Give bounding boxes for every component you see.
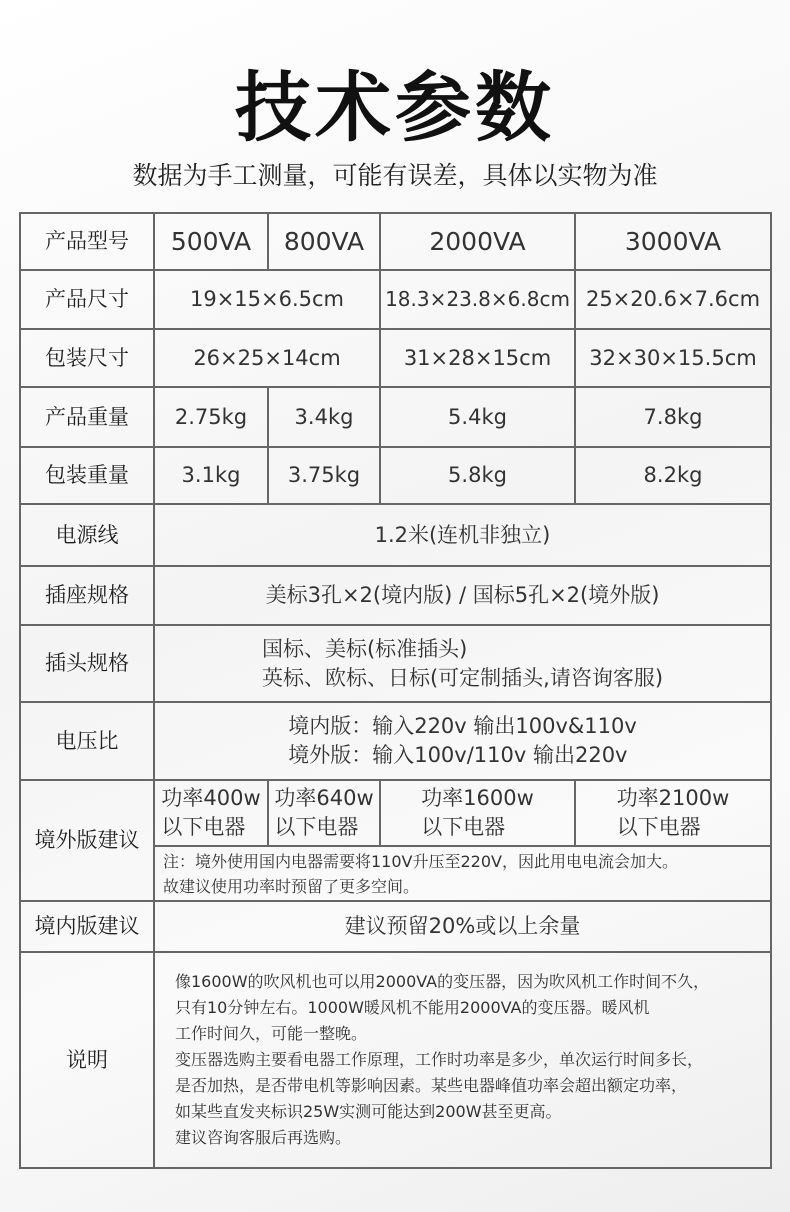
- overseas-line: 以下电器: [161, 815, 246, 839]
- table-row: [20, 504, 771, 566]
- socket-cell: 美标3孔×2(境内版) / 国标5孔×2(境外版): [154, 566, 771, 625]
- package-size-cell: 26×25×14cm: [154, 329, 380, 387]
- note-line: 故建议使用功率时预留了更多空间。: [163, 876, 420, 896]
- description-line: 变压器选购主要看电器工作原理，工作时功率是多少，单次运行时间多长，: [175, 1050, 704, 1069]
- description-line: 只有10分钟左右。1000W暖风机不能用2000VA的变压器。暖风机: [175, 998, 650, 1017]
- row-label-model: 产品型号: [20, 213, 154, 270]
- description-line: 如某些直发夹标识25W实测可能达到200W甚至更高。: [175, 1102, 562, 1121]
- description-line: 像1600W的吹风机也可以用2000VA的变压器，因为吹风机工作时间不久，: [175, 972, 710, 991]
- row-label-package-size: 包装尺寸: [20, 329, 154, 387]
- overseas-line: 功率1600w: [421, 786, 534, 810]
- table-row: [20, 213, 771, 270]
- description-line: 工作时间久，可能一整晚。: [175, 1024, 368, 1043]
- voltage-line: 境内版：输入220v 输出100v&110v: [288, 714, 637, 738]
- overseas-cell: [268, 780, 380, 846]
- overseas-cell: [380, 780, 575, 846]
- model-cell: 500VA: [154, 213, 268, 270]
- package-size-cell: 32×30×15.5cm: [575, 329, 771, 387]
- overseas-line: 功率640w: [274, 786, 374, 810]
- page-title: 技术参数: [235, 63, 555, 152]
- overseas-line: 功率400w: [161, 786, 261, 810]
- product-weight-cell: 5.4kg: [380, 387, 575, 447]
- table-row: [20, 952, 771, 1168]
- plug-cell: [154, 625, 771, 702]
- product-size-cell: 18.3×23.8×6.8cm: [380, 270, 575, 329]
- table-row: [20, 901, 771, 952]
- description-line: 是否加热，是否带电机等影响因素。某些电器峰值功率会超出额定功率，: [175, 1076, 688, 1095]
- table-row: [20, 780, 771, 846]
- domestic-cell: 建议预留20%或以上余量: [154, 901, 771, 952]
- product-weight-cell: 3.4kg: [268, 387, 380, 447]
- table-row: [20, 625, 771, 702]
- overseas-line: 以下电器: [421, 815, 506, 839]
- row-label-socket: 插座规格: [20, 566, 154, 625]
- overseas-line: 以下电器: [616, 815, 701, 839]
- table-row: [20, 566, 771, 625]
- product-size-cell: 19×15×6.5cm: [154, 270, 380, 329]
- product-weight-cell: 7.8kg: [575, 387, 771, 447]
- plug-line: 国标、美标(标准插头): [261, 636, 468, 661]
- row-label-power-cord: 电源线: [20, 504, 154, 566]
- overseas-cell: [575, 780, 771, 846]
- description-line: 建议咨询客服后再选购。: [175, 1128, 352, 1147]
- table-row: [20, 387, 771, 447]
- power-cord-cell: 1.2米(连机非独立): [154, 504, 771, 566]
- package-weight-cell: 3.1kg: [154, 447, 268, 504]
- table-row: [20, 270, 771, 329]
- spec-table: [19, 212, 772, 1169]
- model-cell: 3000VA: [575, 213, 771, 270]
- overseas-line: 功率2100w: [616, 786, 730, 810]
- plug-line: 英标、欧标、日标(可定制插头,请咨询客服): [261, 665, 664, 690]
- row-label-voltage: 电压比: [20, 702, 154, 780]
- row-label-description: 说明: [20, 952, 154, 1168]
- overseas-note: [154, 846, 771, 901]
- table-row: [20, 702, 771, 780]
- page-subtitle: 数据为手工测量，可能有误差，具体以实物为准: [132, 161, 658, 190]
- package-weight-cell: 3.75kg: [268, 447, 380, 504]
- product-size-cell: 25×20.6×7.6cm: [575, 270, 771, 329]
- package-size-cell: 31×28×15cm: [380, 329, 575, 387]
- voltage-cell: [154, 702, 771, 780]
- row-label-product-weight: 产品重量: [20, 387, 154, 447]
- note-line: 注：境外使用国内电器需要将110V升压至220V，因此用电电流会加大。: [163, 851, 678, 871]
- table-row: [20, 329, 771, 387]
- overseas-line: 以下电器: [274, 815, 359, 839]
- table-row: [20, 447, 771, 504]
- description-cell: [154, 952, 771, 1168]
- model-cell: 800VA: [268, 213, 380, 270]
- package-weight-cell: 8.2kg: [575, 447, 771, 504]
- package-weight-cell: 5.8kg: [380, 447, 575, 504]
- row-label-overseas: 境外版建议: [20, 780, 154, 901]
- row-label-product-size: 产品尺寸: [20, 270, 154, 329]
- product-weight-cell: 2.75kg: [154, 387, 268, 447]
- voltage-line: 境外版：输入100v/110v 输出220v: [288, 743, 628, 767]
- overseas-cell: [154, 780, 268, 846]
- row-label-package-weight: 包装重量: [20, 447, 154, 504]
- row-label-plug: 插头规格: [20, 625, 154, 702]
- model-cell: 2000VA: [380, 213, 575, 270]
- row-label-domestic: 境内版建议: [20, 901, 154, 952]
